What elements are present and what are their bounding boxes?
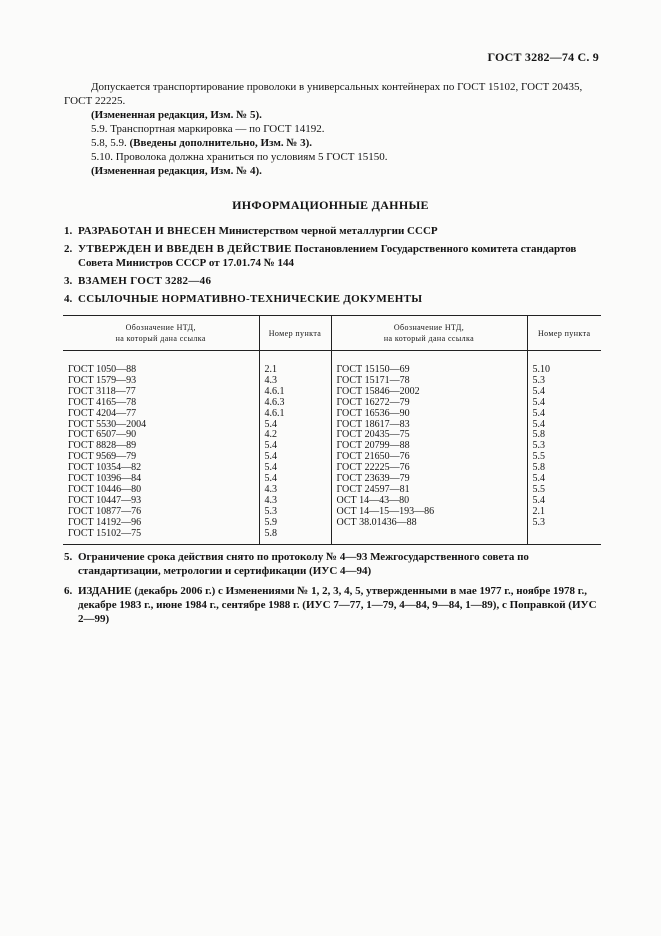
info-item-caps: ВЗАМЕН ГОСТ 3282—46 — [78, 275, 212, 287]
clause-number: 5.10 — [532, 364, 550, 375]
ntd-designation: ГОСТ 10877—76 — [68, 505, 142, 517]
ntd-designation: ГОСТ 20799—88 — [336, 440, 410, 452]
clause-number: 5.5 — [532, 483, 545, 495]
ntd-designation: ГОСТ 10446—80 — [68, 483, 142, 495]
ntd-designation: ГОСТ 9569—79 — [68, 451, 137, 463]
clause-number: 5.3 — [532, 374, 545, 386]
info-item-number: 4. — [64, 293, 73, 305]
left-doc-column — [63, 351, 259, 545]
ntd-designation: ГОСТ 18617—83 — [336, 418, 410, 430]
info-item-caps: ССЫЛОЧНЫЕ НОРМАТИВНО-ТЕХНИЧЕСКИЕ ДОКУМЕНТЫ — [78, 293, 423, 305]
clause-number: 5.5 — [532, 451, 545, 463]
intro-added-note-3: (Введены дополнительно, Изм. № 3). — [129, 137, 313, 149]
info-item-number: 1. — [64, 225, 73, 237]
clause-number: 5.4 — [532, 396, 545, 408]
info-item-number: 6. — [64, 585, 73, 597]
reference-documents-table — [63, 315, 601, 545]
clause-number: 4.3 — [264, 483, 277, 495]
ntd-designation: ГОСТ 1579—93 — [68, 374, 137, 386]
intro-clause-5-8-5-9 — [64, 136, 600, 150]
table-header-row — [63, 316, 601, 351]
clause-number: 5.4 — [264, 462, 277, 474]
info-item-rest: Министерством черной металлургии СССР — [215, 225, 438, 237]
clause-number: 5.4 — [532, 407, 545, 419]
clause-number: 5.8 — [532, 462, 545, 474]
section-title: ИНФОРМАЦИОННЫЕ ДАННЫЕ — [232, 198, 429, 212]
info-item-caps: РАЗРАБОТАН И ВНЕСЕН — [78, 225, 216, 237]
info-item-text: ИЗДАНИЕ (декабрь 2006 г.) с Изменениями № 1, 2, 3, 4, 5, утвержденными в мае 1977 г., ноябре 1978 г., декабре 1983 г., июне 1984 г., сентябре 1988 г. (ИУС 7—77, 1—79, 4—84, 9—84, 1—89), с Поправкой (ИУС 2—99) — [78, 585, 597, 625]
clause-number: 5.4 — [532, 418, 545, 430]
ntd-designation: ГОСТ 10447—93 — [68, 494, 142, 506]
ntd-designation: ОСТ 38.01436—88 — [336, 516, 417, 528]
info-items — [64, 224, 600, 310]
ntd-designation: ГОСТ 23639—79 — [336, 473, 410, 485]
info-item-1 — [64, 224, 600, 238]
clause-number: 5.4 — [264, 418, 277, 430]
ntd-designation: ГОСТ 10354—82 — [68, 462, 142, 474]
clause-number: 5.3 — [532, 516, 545, 528]
table-body-row — [63, 351, 601, 545]
info-item-2 — [64, 242, 600, 270]
clause-number: 5.4 — [264, 473, 277, 485]
intro-revision-note-4: (Измененная редакция, Изм. № 4). — [91, 165, 262, 177]
ntd-designation: ГОСТ 10396—84 — [68, 473, 142, 485]
ntd-designation: ГОСТ 8828—89 — [68, 440, 137, 452]
ntd-designation: ГОСТ 1050—88 — [68, 364, 137, 375]
ntd-designation: ОСТ 14—43—80 — [336, 494, 410, 506]
info-item-text: Ограничение срока действия снято по протоколу № 4—93 Межгосударственного совета по стандартизации, метрологии и сертификации (ИУС 4—94) — [78, 551, 529, 577]
clause-number: 2.1 — [532, 505, 545, 517]
clause-number: 4.6.1 — [264, 407, 285, 419]
info-item-text — [78, 224, 600, 238]
left-clause-column — [259, 351, 331, 545]
ntd-designation: ГОСТ 4204—77 — [68, 407, 137, 419]
intro-clause-5-9: 5.9. Транспортная маркировка — по ГОСТ 14192. — [91, 123, 325, 135]
ntd-designation: ГОСТ 15846—2002 — [336, 385, 420, 397]
ntd-designation: ГОСТ 15171—78 — [336, 374, 410, 386]
info-item-text — [78, 274, 600, 288]
ntd-designation: ГОСТ 21650—76 — [336, 451, 410, 463]
ntd-designation: ГОСТ 15102—75 — [68, 527, 142, 539]
info-item-text — [78, 242, 600, 270]
clause-number: 5.4 — [532, 473, 545, 485]
ntd-designation: ГОСТ 22225—76 — [336, 462, 410, 474]
ntd-designation: ГОСТ 3118—77 — [68, 385, 136, 397]
ntd-designation: ГОСТ 16536—90 — [336, 407, 410, 419]
ntd-designation: ГОСТ 20435—75 — [336, 429, 410, 441]
col-header-clause-left: Номер пункта — [259, 316, 331, 351]
clause-number: 5.4 — [264, 440, 277, 452]
info-item-number: 3. — [64, 275, 73, 287]
clause-number: 5.4 — [532, 385, 545, 397]
info-items-continued — [64, 550, 600, 632]
info-item-5 — [64, 550, 600, 578]
page-header: ГОСТ 3282—74 С. 9 — [487, 50, 599, 64]
clause-number: 5.8 — [264, 527, 277, 539]
intro-clause-5-10: 5.10. Проволока должна храниться по условиям 5 ГОСТ 15150. — [91, 151, 388, 163]
right-doc-column — [331, 351, 527, 545]
col-header-clause-right: Номер пункта — [527, 316, 601, 351]
intro-block — [64, 80, 600, 178]
col-header-doc-right: Обозначение НТД, на который дана ссылка — [331, 316, 527, 351]
clause-number: 4.6.3 — [264, 396, 285, 408]
ntd-designation: ГОСТ 4165—78 — [68, 396, 137, 408]
ntd-designation: ОСТ 14—15—193—86 — [336, 505, 435, 517]
info-item-number: 5. — [64, 551, 73, 563]
info-item-text — [78, 292, 600, 306]
info-item-4 — [64, 292, 600, 306]
clause-number: 5.3 — [264, 505, 277, 517]
ntd-designation: ГОСТ 6507—90 — [68, 429, 137, 441]
clause-number: 5.3 — [532, 440, 545, 452]
ntd-designation: ГОСТ 16272—79 — [336, 396, 410, 408]
clause-number: 4.3 — [264, 494, 277, 506]
ntd-designation: ГОСТ 24597—81 — [336, 483, 410, 495]
intro-transport-text: Допускается транспортирование проволоки в универсальных контейнерах по ГОСТ 15102, ГОСТ 20435, ГОСТ 22225. — [64, 81, 583, 107]
clause-number: 5.8 — [532, 429, 545, 441]
clause-number: 5.4 — [532, 494, 545, 506]
clause-number: 5.4 — [264, 451, 277, 463]
clause-number: 5.9 — [264, 516, 277, 528]
ntd-designation: ГОСТ 14192—96 — [68, 516, 142, 528]
intro-clause-5-8-5-9-number: 5.8, 5.9. — [91, 137, 127, 149]
info-item-3 — [64, 274, 600, 288]
info-item-caps: УТВЕРЖДЕН И ВВЕДЕН В ДЕЙСТВИЕ — [78, 243, 292, 255]
clause-number: 2.1 — [264, 364, 277, 375]
info-item-rest: Постановлением Государственного комитета стандартов Совета Министров СССР от 17.01.74 № 144 — [78, 243, 577, 269]
right-clause-column — [527, 351, 601, 545]
col-header-doc-left: Обозначение НТД, на который дана ссылка — [63, 316, 259, 351]
intro-revision-note-5: (Измененная редакция, Изм. № 5). — [91, 109, 262, 121]
clause-number: 4.6.1 — [264, 385, 285, 397]
info-item-6 — [64, 584, 600, 626]
clause-number: 4.2 — [264, 429, 277, 441]
ntd-designation: ГОСТ 5530—2004 — [68, 418, 147, 430]
info-item-number: 2. — [64, 243, 73, 255]
ntd-designation: ГОСТ 15150—69 — [336, 364, 410, 375]
clause-number: 4.3 — [264, 374, 277, 386]
